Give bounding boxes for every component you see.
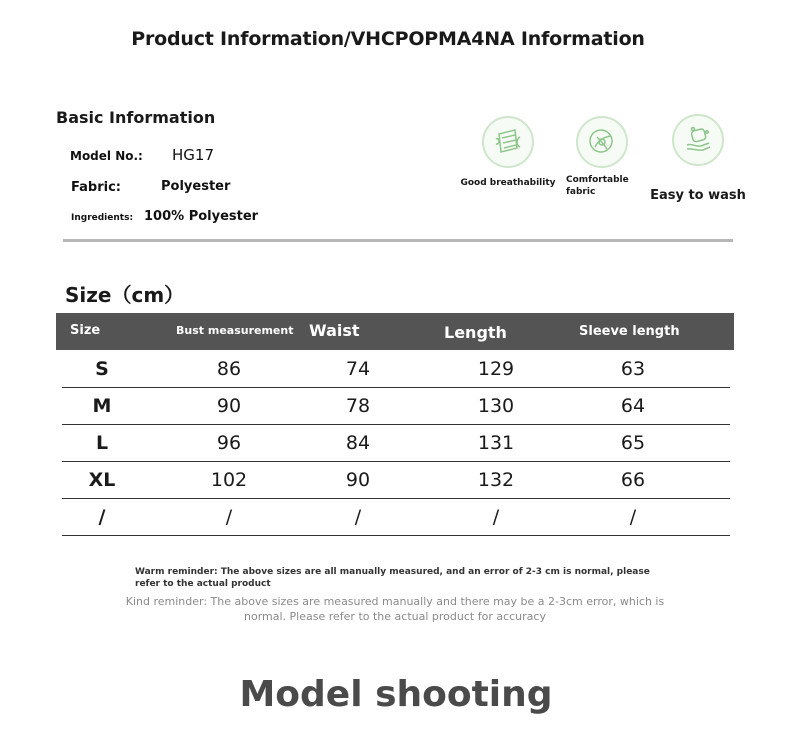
fabric-value: Polyester — [161, 179, 231, 194]
cell-bust: 90 — [216, 395, 242, 417]
kind-reminder: Kind reminder: The above sizes are measured manually and there may be a 2-3cm error, which is normal. Please refer to the actual product for accuracy — [125, 595, 665, 623]
header-size: Size — [70, 323, 101, 338]
cell-waist: 84 — [345, 432, 371, 454]
cell-length: 130 — [477, 395, 515, 417]
cell-waist: 78 — [345, 395, 371, 417]
cell-bust: 96 — [216, 432, 242, 454]
table-row-s — [62, 350, 730, 388]
feature-label-wash: Easy to wash — [650, 188, 746, 203]
feature-breathability — [443, 116, 573, 188]
cell-waist: / — [354, 506, 362, 528]
ingredients-label: Ingredients: — [71, 213, 134, 223]
model-value: HG17 — [172, 146, 214, 164]
warm-reminder: Warm reminder: The above sizes are all manually measured, and an error of 2-3 cm is normal, please refer to the actual product — [135, 567, 650, 589]
cell-size: / — [98, 506, 106, 528]
cell-length: 131 — [477, 432, 515, 454]
feature-label-breathability: Good breathability — [460, 178, 556, 188]
model-label: Model No.: — [70, 149, 143, 163]
cell-sleeve: 66 — [620, 469, 646, 491]
header-waist: Waist — [309, 321, 360, 340]
table-row-m — [62, 387, 730, 425]
cell-sleeve: / — [629, 506, 637, 528]
header-length: Length — [444, 323, 507, 342]
cell-size: M — [92, 395, 112, 417]
ingredients-value: 100% Polyester — [144, 209, 259, 224]
cell-length: / — [492, 506, 500, 528]
fabric-icon — [576, 116, 628, 168]
table-row-empty — [62, 498, 730, 536]
divider — [63, 239, 733, 242]
wash-icon — [672, 114, 724, 166]
cell-size: XL — [88, 469, 116, 491]
header-sleeve: Sleeve length — [579, 324, 680, 339]
breathability-icon — [482, 116, 534, 168]
cell-bust: 102 — [210, 469, 248, 491]
cell-size: L — [95, 432, 109, 454]
model-shooting-title: Model shooting — [239, 674, 553, 715]
cell-sleeve: 63 — [620, 358, 646, 380]
page-title: Product Information/VHCPOPMA4NA Information — [131, 28, 645, 50]
cell-bust: / — [225, 506, 233, 528]
size-table-header — [56, 313, 734, 350]
table-row-xl — [62, 461, 730, 499]
header-bust: Bust measurement — [176, 324, 294, 337]
feature-wash — [633, 114, 763, 203]
cell-length: 132 — [477, 469, 515, 491]
basic-info-heading: Basic Information — [56, 108, 216, 127]
cell-waist: 74 — [345, 358, 371, 380]
cell-sleeve: 65 — [620, 432, 646, 454]
size-title: Size（cm） — [65, 283, 185, 307]
fabric-label: Fabric: — [71, 180, 121, 195]
cell-size: S — [95, 358, 109, 380]
cell-waist: 90 — [345, 469, 371, 491]
cell-sleeve: 64 — [620, 395, 646, 417]
feature-label-fabric: Comfortable fabric — [566, 175, 629, 197]
cell-bust: 86 — [216, 358, 242, 380]
table-row-l — [62, 424, 730, 462]
cell-length: 129 — [477, 358, 515, 380]
